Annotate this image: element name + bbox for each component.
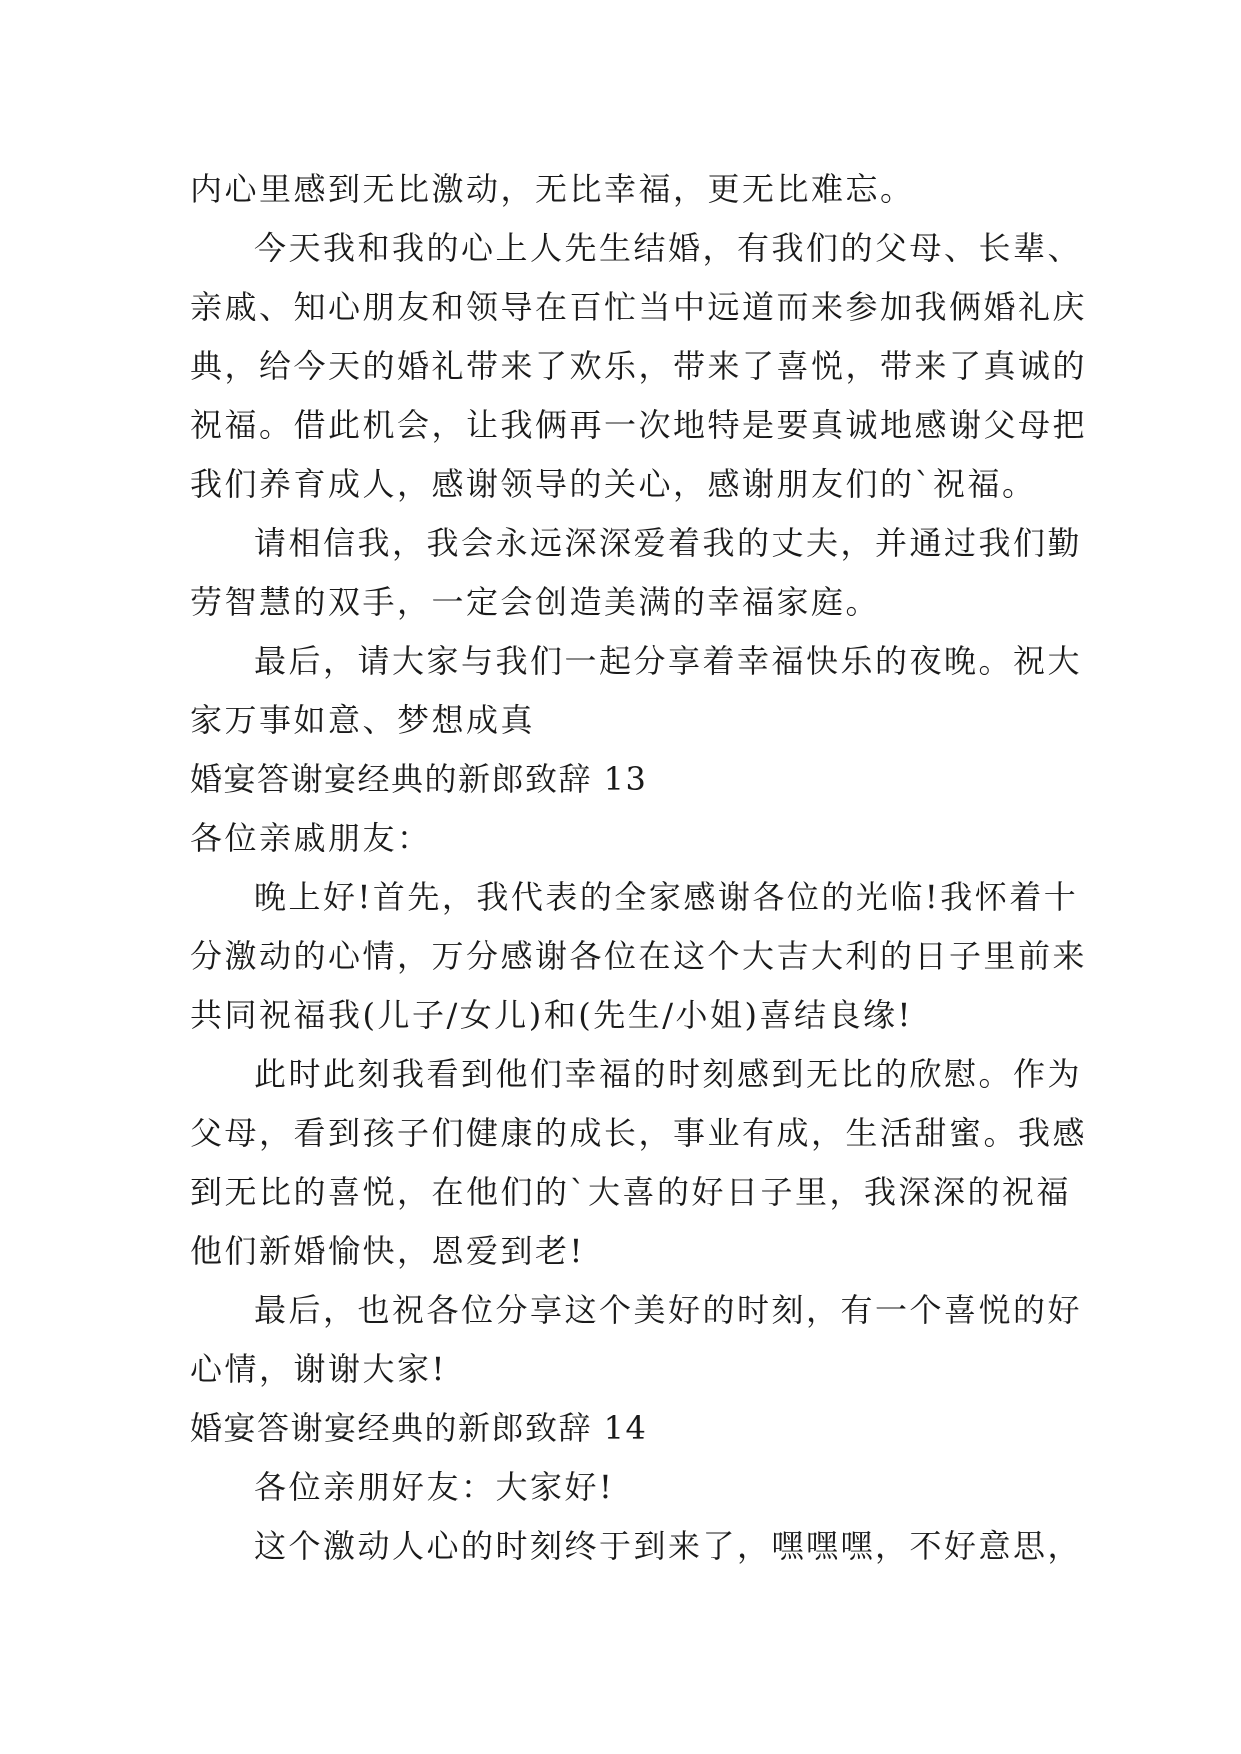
salutation: 各位亲朋好友：大家好!	[254, 1468, 615, 1506]
paragraph-first-line: 这个激动人心的时刻终于到来了，嘿嘿嘿，不好意思，	[254, 1527, 1083, 1565]
text-line: 内心里感到无比激动，无比幸福，更无比难忘。	[190, 170, 915, 208]
paragraph-first-line: 今天我和我的心上人先生结婚，有我们的父母、长辈、	[254, 229, 1083, 267]
text-line: 我们养育成人，感谢领导的关心，感谢朋友们的`祝福。	[190, 465, 1037, 503]
text-line: 祝福。借此机会，让我俩再一次地特是要真诚地感谢父母把	[190, 406, 1088, 444]
text-line: 家万事如意、梦想成真	[190, 701, 536, 739]
section-heading: 婚宴答谢宴经典的新郎致辞 14	[190, 1409, 648, 1447]
paragraph-first-line: 此时此刻我看到他们幸福的时刻感到无比的欣慰。作为	[254, 1055, 1083, 1093]
text-line: 父母，看到孩子们健康的成长，事业有成，生活甜蜜。我感	[190, 1114, 1088, 1152]
paragraph-first-line: 晚上好!首先，我代表的全家感谢各位的光临!我怀着十	[254, 878, 1079, 916]
section-heading: 婚宴答谢宴经典的新郎致辞 13	[190, 760, 648, 798]
text-line: 分激动的心情，万分感谢各位在这个大吉大利的日子里前来	[190, 937, 1088, 975]
paragraph-first-line: 最后，也祝各位分享这个美好的时刻，有一个喜悦的好	[254, 1291, 1083, 1329]
salutation: 各位亲戚朋友：	[190, 819, 432, 857]
text-line: 亲戚、知心朋友和领导在百忙当中远道而来参加我俩婚礼庆	[190, 288, 1088, 326]
text-line: 到无比的喜悦，在他们的`大喜的好日子里，我深深的祝福	[190, 1173, 1072, 1211]
paragraph-first-line: 请相信我，我会永远深深爱着我的丈夫，并通过我们勤	[254, 524, 1083, 562]
text-line: 他们新婚愉快，恩爱到老!	[190, 1232, 585, 1270]
text-line: 劳智慧的双手，一定会创造美满的幸福家庭。	[190, 583, 881, 621]
text-line: 心情，谢谢大家!	[190, 1350, 447, 1388]
text-line: 典，给今天的婚礼带来了欢乐，带来了喜悦，带来了真诚的	[190, 347, 1088, 385]
paragraph-first-line: 最后，请大家与我们一起分享着幸福快乐的夜晚。祝大	[254, 642, 1083, 680]
text-line: 共同祝福我(儿子/女儿)和(先生/小姐)喜结良缘!	[190, 996, 913, 1034]
document-body	[190, 160, 1088, 1576]
